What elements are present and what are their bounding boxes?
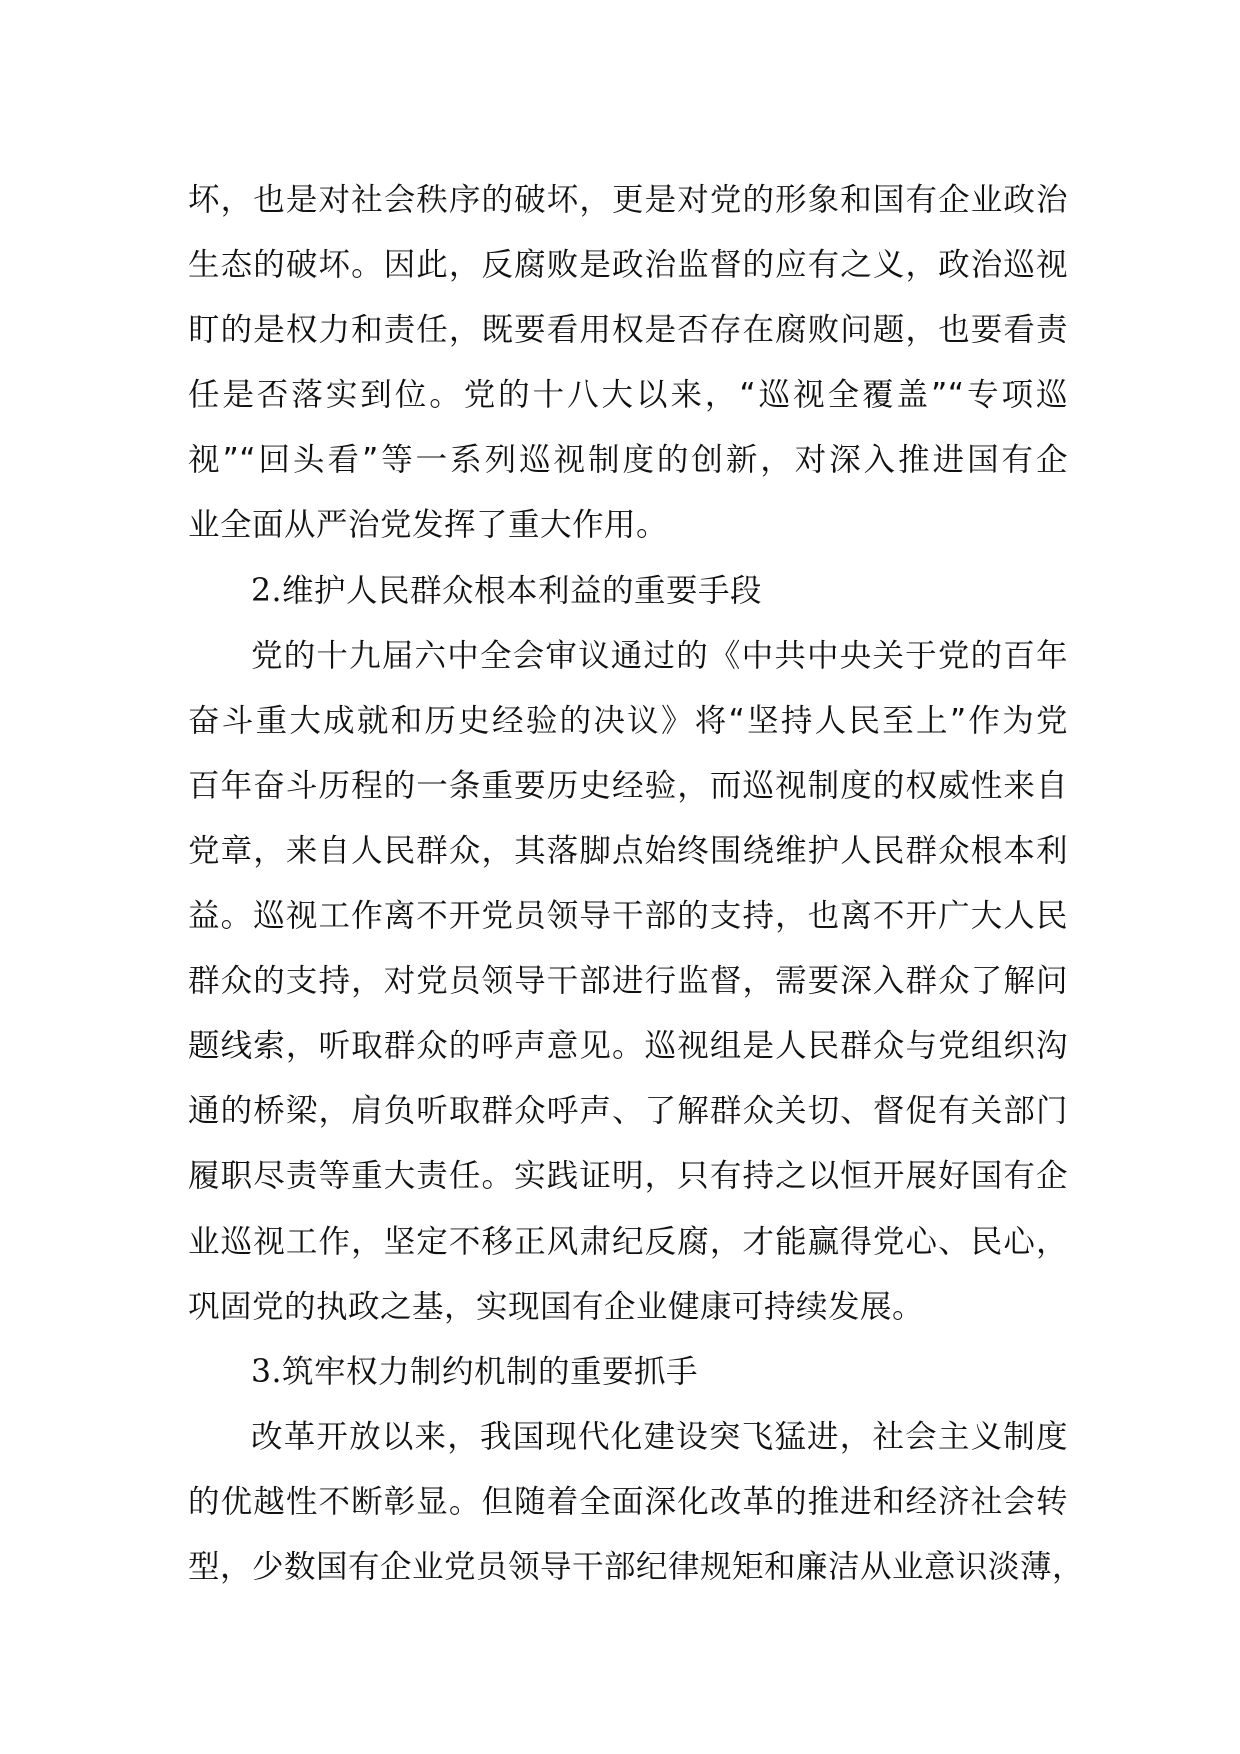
text-line: 盯的是权力和责任，既要看用权是否存在腐败问题，也要看责: [188, 312, 1068, 349]
text-line: 题线索，听取群众的呼声意见。巡视组是人民群众与党组织沟: [188, 1028, 1068, 1065]
text-line: 型，少数国有企业党员领导干部纪律规矩和廉洁从业意识淡薄，: [188, 1548, 1085, 1585]
text-line: 群众的支持，对党员领导干部进行监督，需要深入群众了解问: [188, 963, 1068, 1000]
text-line: 奋斗重大成就和历史经验的决议》将“坚持人民至上”作为党: [188, 702, 1068, 739]
text-line: 通的桥梁，肩负听取群众呼声、了解群众关切、督促有关部门: [188, 1093, 1068, 1130]
body-text: [188, 168, 1085, 1600]
section-heading-2: 2.维护人民群众根本利益的重要手段: [251, 572, 763, 609]
text-line: 改革开放以来，我国现代化建设突飞猛进，社会主义制度: [251, 1418, 1068, 1455]
text-line: 业全面从严治党发挥了重大作用。: [188, 507, 669, 544]
text-line: 的优越性不断彰显。但随着全面深化改革的推进和经济社会转: [188, 1483, 1068, 1520]
text-line: 业巡视工作，坚定不移正风肃纪反腐，才能赢得党心、民心，: [188, 1223, 1068, 1260]
text-line: 党章，来自人民群众，其落脚点始终围绕维护人民群众根本利: [188, 832, 1068, 869]
text-line: 百年奋斗历程的一条重要历史经验，而巡视制度的权威性来自: [188, 767, 1068, 804]
text-line: 视”“回头看”等一系列巡视制度的创新，对深入推进国有企: [188, 442, 1068, 479]
text-line: 坏，也是对社会秩序的破坏，更是对党的形象和国有企业政治: [188, 182, 1068, 218]
text-line: 巩固党的执政之基，实现国有企业健康可持续发展。: [188, 1288, 925, 1325]
text-line: 生态的破坏。因此，反腐败是政治监督的应有之义，政治巡视: [188, 247, 1068, 284]
section-heading-3: 3.筑牢权力制约机制的重要抓手: [251, 1353, 699, 1390]
text-line: 履职尽责等重大责任。实践证明，只有持之以恒开展好国有企: [188, 1158, 1068, 1195]
text-line: 任是否落实到位。党的十八大以来，“巡视全覆盖”“专项巡: [188, 377, 1068, 414]
text-line: 党的十九届六中全会审议通过的《中共中央关于党的百年: [251, 637, 1068, 674]
text-line: 益。巡视工作离不开党员领导干部的支持，也离不开广大人民: [188, 898, 1068, 935]
